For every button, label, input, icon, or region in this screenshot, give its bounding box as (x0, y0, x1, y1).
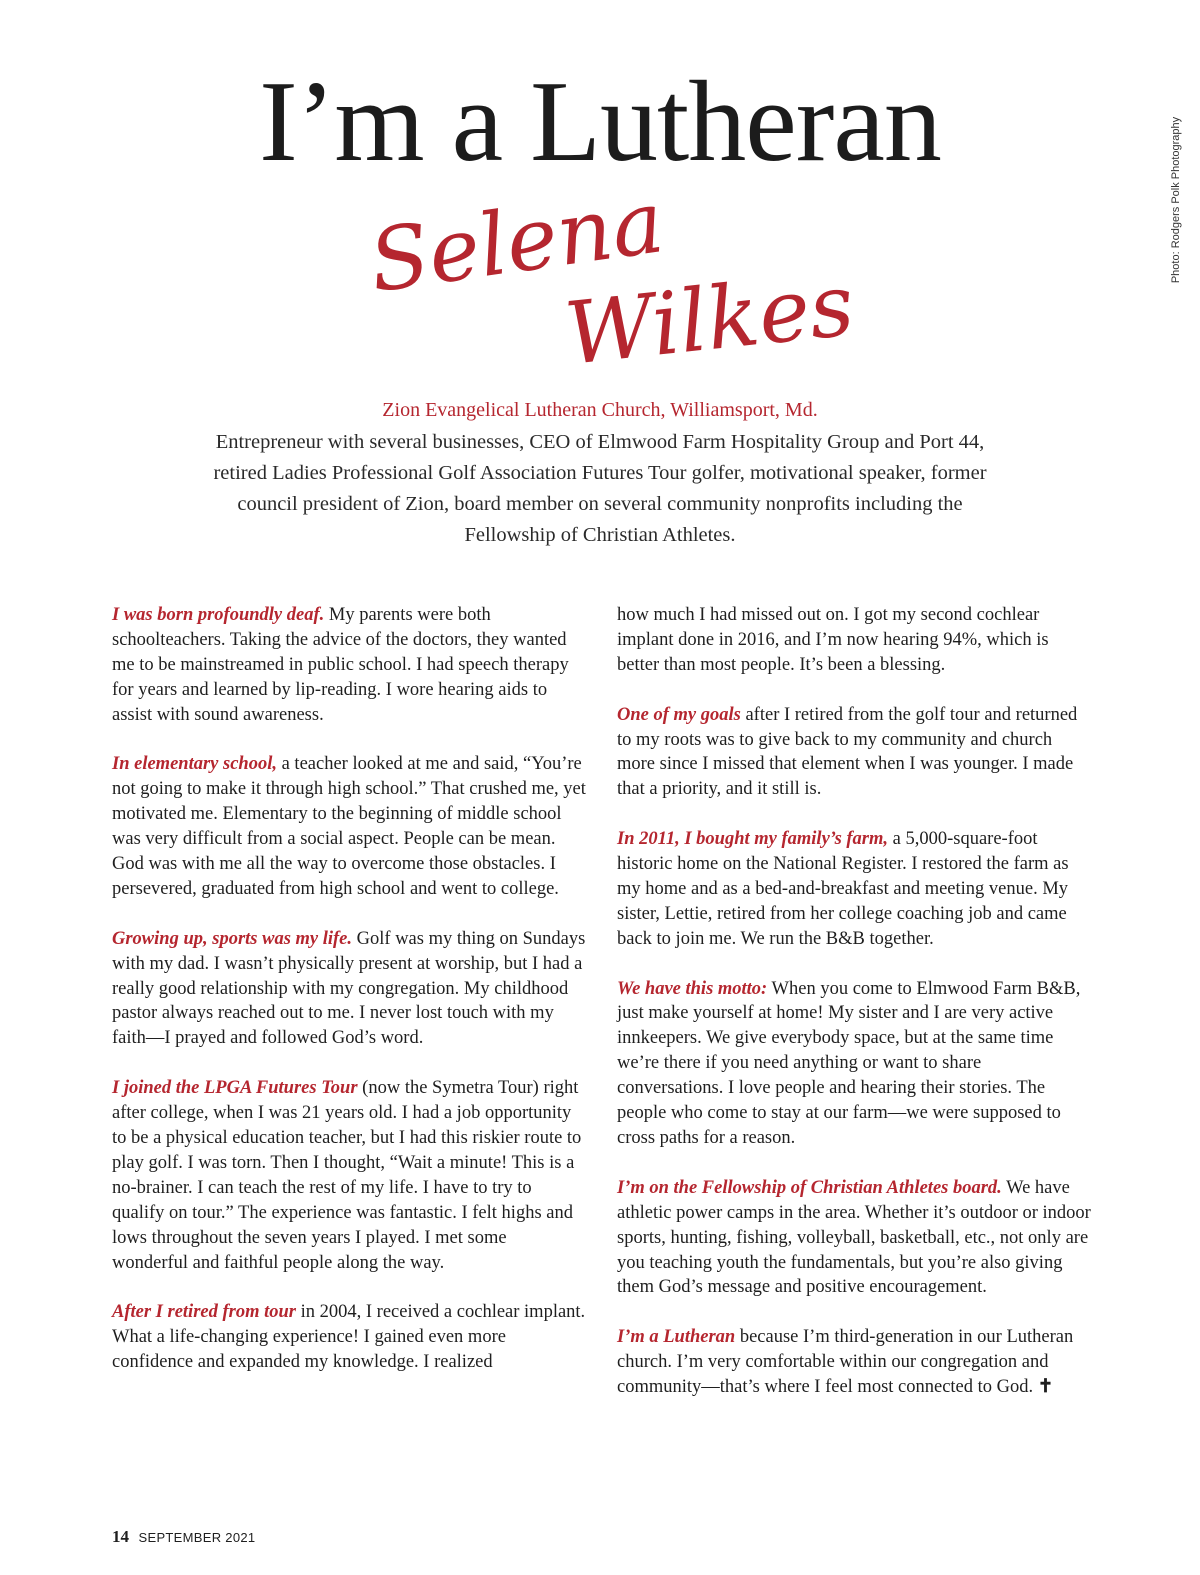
church-name: Zion Evangelical Lutheran Church, Williamsport, Md. (382, 399, 818, 421)
article-paragraph (112, 603, 587, 728)
paragraph-lead-in: After I retired from tour (112, 1302, 296, 1323)
page-title: I’m a Lutheran (259, 58, 941, 186)
article-column-right (617, 603, 1092, 1425)
paragraph-text: a teacher looked at me and said, “You’re not going to make it through high school.” That crushed me, yet motivated me. Elementary to the beginning of middle school was very difficult from a social aspect. People can be mean. God was with me all the way to overcome those obstacles. I persevered, graduated from high school and went to college. (112, 754, 586, 899)
article-paragraph (112, 1076, 587, 1275)
paragraph-lead-in: I joined the LPGA Futures Tour (112, 1078, 358, 1099)
paragraph-lead-in: I’m on the Fellowship of Christian Athletes board. (617, 1177, 1002, 1198)
paragraph-text: a 5,000-square-foot historic home on the National Register. I restored the farm as my home and as a bed-and-breakfast and meeting venue. My sister, Lettie, retired from her college coaching job and came back to join me. We run the B&B together. (617, 829, 1069, 949)
paragraph-text: after I retired from the golf tour and returned to my roots was to give back to my community and church more since I missed that element when I was younger. I made that a priority, and it still is. (617, 704, 1078, 800)
paragraph-lead-in: Growing up, sports was my life. (112, 928, 353, 949)
paragraph-text: When you come to Elmwood Farm B&B, just make yourself at home! My sister and I are very active innkeepers. We give everybody space, but at the same time we’re there if you need anything or want to share conversations. I love people and hearing their stories. The people who come to stay at our farm—we were supposed to cross paths for a reason. (617, 978, 1081, 1148)
article-column-left (112, 603, 587, 1400)
name-last: Wilkes (560, 255, 859, 385)
name-first: Selena (363, 172, 670, 313)
article-paragraph (617, 1325, 1092, 1400)
article-paragraph (617, 603, 1092, 678)
paragraph-text: in 2004, I received a cochlear implant. What a life-changing experience! I gained even more confidence and expanded my knowledge. I realized (112, 1302, 586, 1373)
article-paragraph (617, 1176, 1092, 1301)
paragraph-text: (now the Symetra Tour) right after college, when I was 21 years old. I had a job opportunity to be a physical education teacher, but I had this riskier route to play golf. I was torn. Then I thought, “Wait a minute! This is a no-brainer. I can teach the rest of my life. I have to try to qualify on tour.” The experience was fantastic. I felt highs and lows throughout the seven years I played. I met some wonderful and faithful people along the way. (112, 1078, 582, 1273)
article-paragraph (617, 703, 1092, 803)
paragraph-text: We have athletic power camps in the area. Whether it’s outdoor or indoor sports, hunting, fishing, volleyball, basketball, etc., not only are you teaching youth the fundamentals, but you’re also giving them God’s message and positive encouragement. (617, 1177, 1091, 1298)
paragraph-lead-in: I’m a Lutheran (617, 1327, 736, 1348)
photo-credit: Photo: Rodgers Polk Photography (1170, 116, 1182, 284)
name-signature (360, 172, 860, 385)
subject-bio: Entrepreneur with several businesses, CEO of Elmwood Farm Hospitality Group and Port 44, retired Ladies Professional Golf Association Futures Tour golfer, motivational speaker, former council president of Zion, board member on several community nonprofits including the Fellowship of Christian Athletes. (213, 431, 987, 546)
paragraph-text: Golf was my thing on Sundays with my dad. I wasn’t physically present at worship, but I had a really good relationship with my congregation. My childhood pastor always reached out to me. I never lost touch with my faith—I prayed and followed God’s word. (112, 928, 586, 1049)
paragraph-lead-in: One of my goals (617, 704, 741, 725)
paragraph-text: My parents were both schoolteachers. Taking the advice of the doctors, they wanted me to be mainstreamed in public school. I had speech therapy for years and learned by lip-reading. I wore hearing aids to assist with sound awareness. (112, 605, 569, 725)
page-number: 14 (112, 1527, 129, 1546)
paragraph-lead-in: In elementary school, (112, 754, 277, 775)
paragraph-lead-in: In 2011, I bought my family’s farm, (617, 829, 889, 850)
article-paragraph (617, 827, 1092, 952)
article-paragraph (112, 1300, 587, 1375)
article-paragraph (112, 927, 587, 1052)
paragraph-text: because I’m third-generation in our Lutheran church. I’m very comfortable within our congregation and community—that’s where I feel most connected to God. (617, 1327, 1074, 1398)
page-footer (112, 1527, 255, 1547)
paragraph-text: how much I had missed out on. I got my second cochlear implant done in 2016, and I’m now hearing 94%, which is better than most people. It’s been a blessing. (617, 605, 1049, 675)
paragraph-lead-in: I was born profoundly deaf. (112, 605, 325, 625)
issue-date: SEPTEMBER 2021 (138, 1530, 256, 1545)
article-paragraph (617, 977, 1092, 1151)
article-paragraph (112, 752, 587, 901)
paragraph-lead-in: We have this motto: (617, 978, 768, 999)
end-cross-icon: ✝ (1037, 1377, 1054, 1398)
